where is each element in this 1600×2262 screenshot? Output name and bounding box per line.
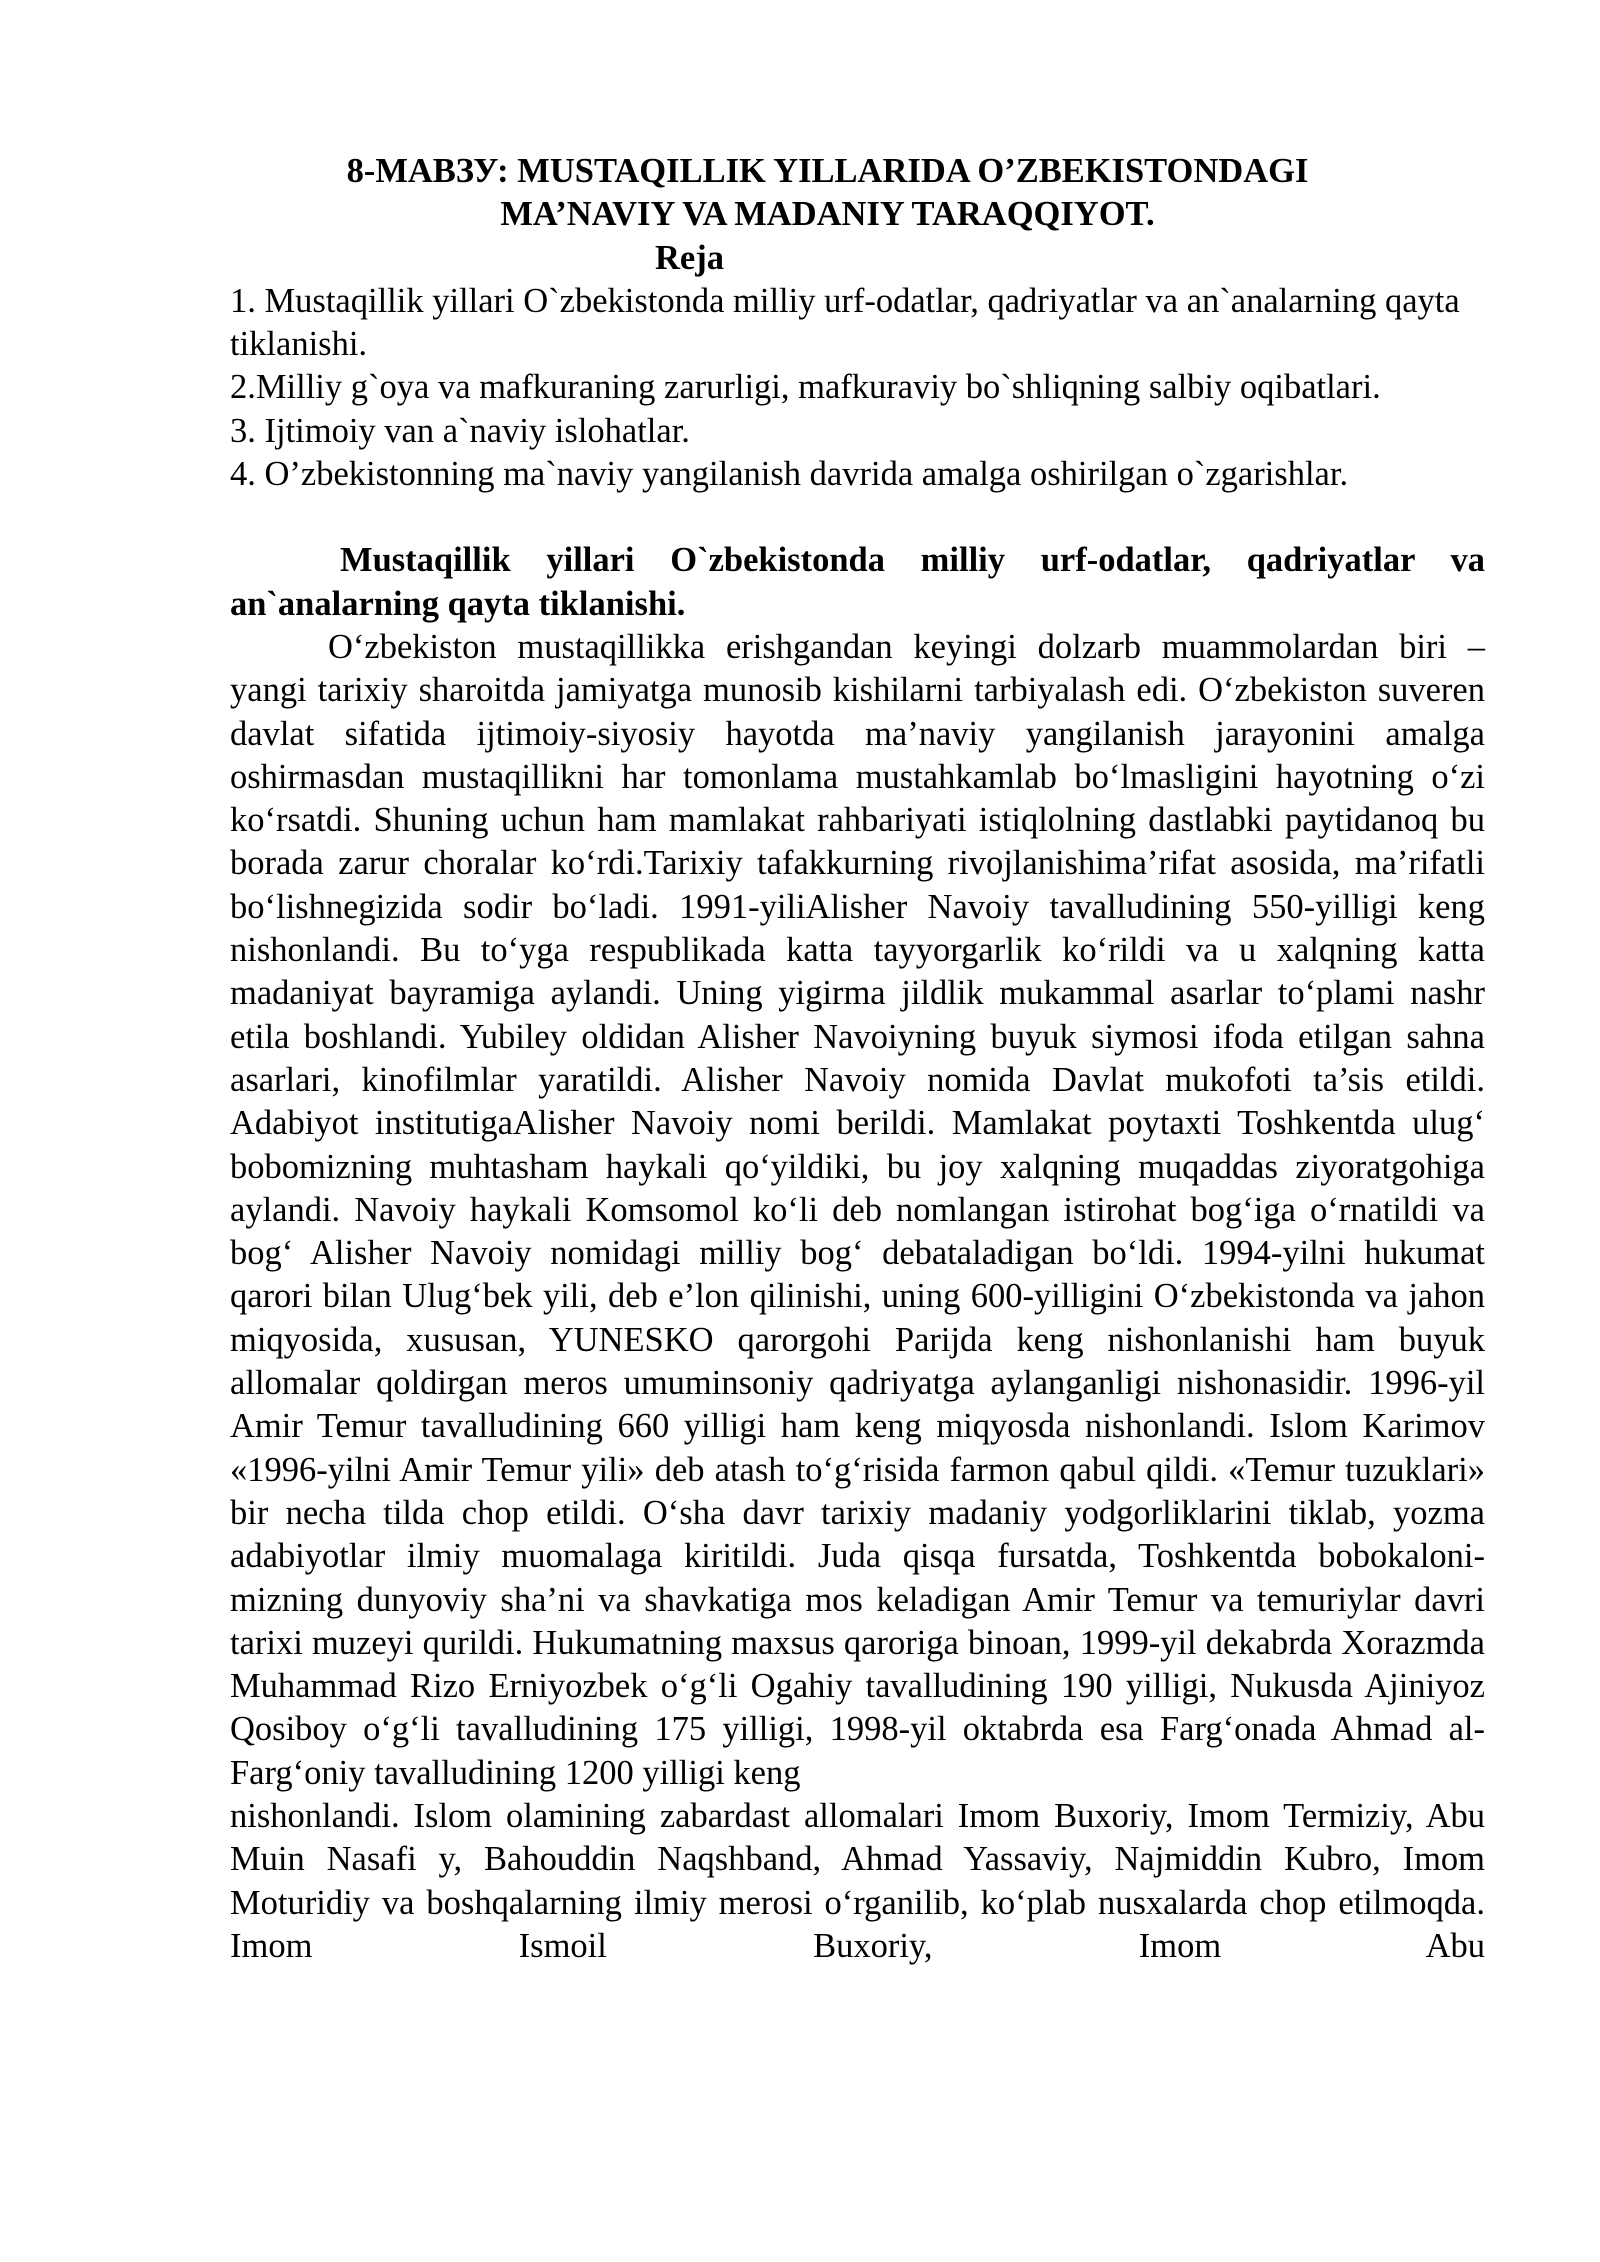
body-paragraph-2: nishonlandi. Islom olamining zabardast allomalari Imom Buxoriy, Imom Termiziy, Abu Muin Nasafi y, Bahouddin Naqshband, Ahmad Yassaviy, Najmiddin Kubro, Imom Moturidiy va boshqalarning ilmiy merosi o‘rganilib, ko‘plab nusxalarda chop etilmoqda. Imom Ismoil Buxoriy, Imom Abu [230, 1796, 1485, 1965]
title-line-2: MA’NAVIY VA MADANIY TARAQQIYOT. [500, 195, 1155, 234]
plan-list [230, 280, 1485, 496]
document-title [230, 150, 1485, 237]
plan-item-4: 4. O’zbekistonning ma`naviy yangilanish davrida amalga oshirilgan o`zgarishlar. [230, 455, 1349, 494]
plan-heading: Reja [655, 238, 724, 277]
body-paragraph-1: O‘zbekiston mustaqillikka erishgandan keyingi dolzarb muammolardan biri – yangi tarixiy sharoitda jamiyatga munosib kishilarni tarbiyalash edi. O‘zbekiston suveren davlat sifatida ijtimoiy-siyosiy hayotda ma’naviy yangilanish jarayonini amalga oshirmasdan mustaqillikni har tomonlama mustahkamlab bo‘lmasligini hayotning o‘zi ko‘rsatdi. Shuning uchun ham mamlakat rahbariyati istiqlolning dastlabki paytidanoq bu borada zarur choralar ko‘rdi.Tarixiy tafakkurning rivojlanishima’rifat asosida, ma’rifatli bo‘lishnegizida sodir bo‘ladi. 1991-yiliAlisher Navoiy tavalludining 550-yilligi keng nishonlandi. Bu to‘yga respublikada katta tayyorgarlik ko‘rildi va u xalqning katta madaniyat bayramiga aylandi. Uning yigirma jildlik mukammal asarlar to‘plami nashr etila boshlandi. Yubiley oldidan Alisher Navoiyning buyuk siymosi ifoda etilgan sahna asarlari, kinofilmlar yaratildi. Alisher Navoiy nomida Davlat mukofoti ta’sis etildi. Adabiyot institutigaAlisher Navoiy nomi berildi. Mamlakat poytaxti Toshkentda ulug‘ bobomizning muhtasham haykali qo‘yildiki, bu joy xalqning muqaddas ziyoratgohiga aylandi. Navoiy haykali Komsomol ko‘li deb nomlangan istirohat bog‘iga o‘rnatildi va bog‘ Alisher Navoiy nomidagi milliy bog‘ debataladigan bo‘ldi. 1994-yilni hukumat qarori bilan Ulug‘bek yili, deb e’lon qilinishi, uning 600-yilligini O‘zbekistonda va jahon miqyosida, xususan, YUNESKO qarorgohi Parijda keng nishonlanishi ham buyuk allomalar qoldirgan meros umuminsoniy qadriyatga aylanganligi nishonasidir. 1996-yil Amir Temur tavalludining 660 yilligi ham keng miqyosda nishonlandi. Islom Karimov «1996-yilni Amir Temur yili» deb atash to‘g‘risida farmon qabul qildi. «Temur tuzuklari» bir necha tilda chop etildi. O‘sha davr tarixiy madaniy yodgorliklarini tiklab, yozma adabiyotlar ilmiy muomalaga kiritildi. Juda qisqa fursatda, Toshkentda bobokaloni-mizning dunyoviy sha’ni va shavkatiga mos keladigan Amir Temur va temuriylar davri tarixi muzeyi qurildi. Hukumatning maxsus qaroriga binoan, 1999-yil dekabrda Xorazmda Muhammad Rizo Erniyozbek o‘g‘li Ogahiy tavalludining 190 yilligi, Nukusda Ajiniyoz Qosiboy o‘g‘li tavalludining 175 yilligi, 1998-yil oktabrda esa Farg‘onada Ahmad al-Farg‘oniy tavalludining 1200 yilligi keng [230, 627, 1485, 1792]
title-line-1: 8-МАВЗУ: MUSTAQILLIK YILLARIDA O’ZBEKISTONDAGI [346, 152, 1309, 190]
plan-item-1: 1. Mustaqillik yillari O`zbekistonda milliy urf-odatlar, qadriyatlar va an`analarning qayta tiklanishi. [230, 281, 1460, 364]
plan-item-3: 3. Ijtimoiy van a`naviy islohatlar. [230, 411, 690, 450]
blank-line [230, 496, 1485, 539]
section-heading: Mustaqillik yillari O`zbekistonda milliy urf-odatlar, qadriyatlar va an`analarning qayta tiklanishi. [230, 541, 1485, 623]
document-page [230, 150, 1485, 1968]
plan-item-2: 2.Milliy g`oya va mafkuraning zarurligi, mafkuraviy bo`shliqning salbiy oqibatlari. [230, 368, 1381, 407]
